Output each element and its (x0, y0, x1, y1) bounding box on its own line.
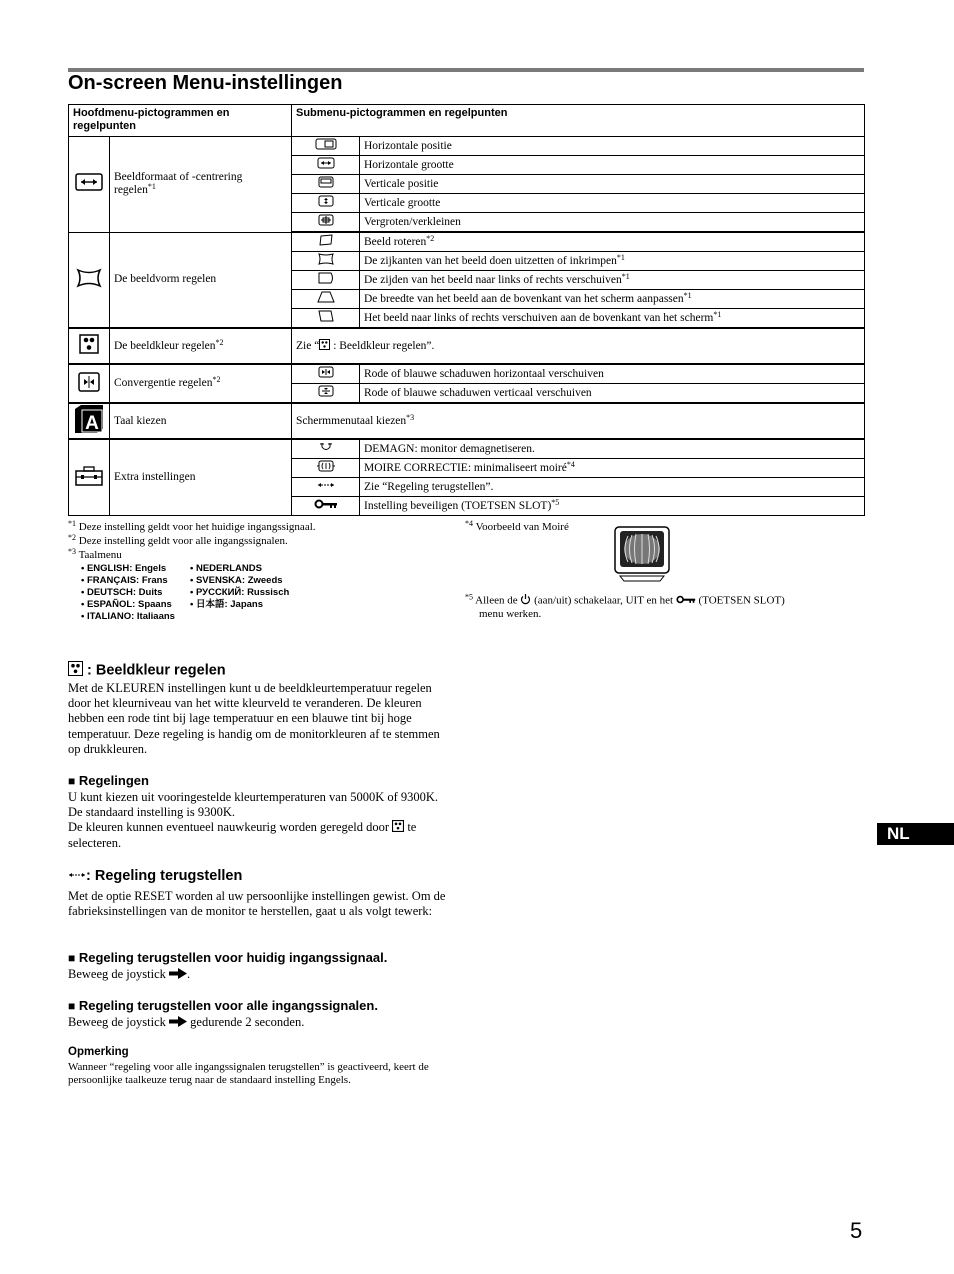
footnote-1: $^{*1}$ Deze instelling geldt voor het huidige ingangssignaal. (68, 519, 316, 533)
footnote-2: $^{*2}$ Deze instelling geldt voor alle ingangssignalen. (68, 533, 288, 547)
color-small-icon (392, 820, 404, 836)
footnote-3: $^{*3}$ Taalmenu (68, 547, 122, 561)
regelingen-body-2: De kleuren kunnen eventueel nauwkeurig worden geregeld door te selecteren. (68, 820, 417, 851)
section-heading-color: : Beeldkleur regelen (68, 661, 226, 680)
sub-item: De breedte van het beeld aan de bovenkant van het scherm aanpassen$^{*1}$ (360, 290, 865, 309)
sub-item: MOIRE CORRECTIE: minimaliseert moiré$^{*4}$ (360, 459, 865, 478)
regelingen-body-1: U kunt kiezen uit vooringestelde kleurtemperaturen van 5000K of 9300K. De standaard instelling is 9300K. (68, 790, 439, 820)
reset-icon (292, 478, 360, 497)
key-icon (676, 595, 696, 608)
reset-body: Met de optie RESET worden al uw persoonlijke instellingen gewist. Om de fabrieksinstellingen van de monitor te herstellen, gaat u als volgt tewerk: (68, 889, 446, 919)
size-center-icon (69, 137, 110, 233)
keystone-icon (292, 290, 360, 309)
horizontal-size-icon (292, 156, 360, 175)
power-icon (520, 593, 531, 609)
language-list-right (190, 563, 289, 611)
color-small-icon (319, 339, 330, 354)
language-item: • РУССКИЙ: Russisch (190, 587, 290, 598)
geometry-icon (69, 232, 110, 328)
sub-item: Horizontale positie (360, 137, 865, 156)
page-title: On-screen Menu-instellingen (68, 72, 343, 94)
key-icon (292, 497, 360, 516)
sub-item: DEMAGN: monitor demagnetiseren. (360, 439, 865, 459)
language-item: • 日本語: Japans (190, 599, 264, 610)
menu-table (68, 104, 865, 516)
language-sub: Schermmenutaal kiezen$^{*3}$ (292, 403, 865, 439)
main-label-size-center: Beeldformaat of -centrering regelen$^{*1}$ (110, 137, 292, 233)
language-list-left (81, 563, 175, 623)
rotation-icon (292, 232, 360, 252)
sub-item: Horizontale grootte (360, 156, 865, 175)
moire-example-monitor (614, 526, 670, 587)
moire-icon (292, 459, 360, 478)
sub-heading-reset-current: ■ Regeling terugstellen voor huidig ingangssignaal. (68, 950, 388, 965)
convergence-icon (69, 364, 110, 403)
language-item: • ITALIANO: Italiaans (81, 611, 175, 622)
sub-item: De zijkanten van het beeld doen uitzetten of inkrimpen$^{*1}$ (360, 252, 865, 271)
sub-item: De zijden van het beeld naar links of rechts verschuiven$^{*1}$ (360, 271, 865, 290)
pin-balance-icon (292, 271, 360, 290)
language-item: • ESPAÑOL: Spaans (81, 599, 172, 610)
vertical-position-icon (292, 175, 360, 194)
main-label-geometry: De beeldvorm regelen (110, 232, 292, 328)
sub-item: Het beeld naar links of rechts verschuiven aan de bovenkant van het scherm$^{*1}$ (360, 309, 865, 329)
sub-item: Verticale positie (360, 175, 865, 194)
language-icon (69, 403, 110, 439)
color-see-ref: Zie “ : Beeldkleur regelen”. (292, 328, 865, 364)
footnote-4: $^{*4}$ Voorbeeld van Moiré (465, 519, 569, 533)
header-sub: Submenu-pictogrammen en regelpunten (292, 105, 865, 137)
horizontal-position-icon (292, 137, 360, 156)
color-icon (68, 661, 83, 680)
sub-heading-regelingen: ■ Regelingen (68, 773, 149, 788)
note-title: Opmerking (68, 1046, 129, 1058)
language-item: • ENGLISH: Engels (81, 563, 167, 574)
language-icon-letter: A (85, 413, 99, 434)
degauss-icon (292, 439, 360, 459)
sub-heading-reset-all: ■ Regeling terugstellen voor alle ingangssignalen. (68, 998, 378, 1013)
sub-item: Rode of blauwe schaduwen horizontaal verschuiven (360, 364, 865, 384)
key-balance-icon (292, 309, 360, 329)
color-icon (69, 328, 110, 364)
sub-item: Rode of blauwe schaduwen verticaal verschuiven (360, 384, 865, 404)
page-number: 5 (850, 1218, 863, 1243)
reset-current-body: Beweeg de joystick . (68, 967, 191, 981)
reset-all-body: Beweeg de joystick gedurende 2 seconden. (68, 1015, 305, 1029)
note-body: Wanneer “regeling voor alle ingangssignalen terugstellen” is geactiveerd, keert de persoonlijke taalkeuze terug naar de standaard instelling Engels. (68, 1061, 429, 1086)
sub-item: Zie “Regeling terugstellen”. (360, 478, 865, 497)
vertical-size-icon (292, 194, 360, 213)
arrow-right-icon (169, 1016, 187, 1031)
footnote-5: $^{*5}$ Alleen de (aan/uit) schakelaar, UIT en het (TOETSEN SLOT) (465, 593, 785, 609)
reset-icon (68, 868, 86, 884)
language-item: • SVENSKA: Zweeds (190, 575, 283, 586)
language-item: • FRANÇAIS: Frans (81, 575, 168, 586)
arrow-right-icon (169, 968, 187, 983)
sub-item: Instelling beveiligen (TOETSEN SLOT)$^{*5}$ (360, 497, 865, 516)
sub-item: Verticale grootte (360, 194, 865, 213)
header-main: Hoofdmenu-pictogrammen en regelpunten (69, 105, 292, 137)
pincushion-icon (292, 252, 360, 271)
color-body: Met de KLEUREN instellingen kunt u de beeldkleurtemperatuur regelen door het kleurniveau van het witte kleurveld te veranderen. De kleuren hebben een rode tint bij lage temperatuur en een blauwe tint bij hoge temperatuur. Deze regeling is handig om de monitorkleuren af te stemmen op drukkleuren. (68, 681, 440, 756)
footnote-5-cont: menu werken. (479, 608, 542, 620)
language-tab: NL (877, 823, 954, 845)
section-heading-reset: : Regeling terugstellen (68, 868, 242, 884)
zoom-icon (292, 213, 360, 233)
main-label-convergence: Convergentie regelen$^{*2}$ (110, 364, 292, 403)
h-convergence-icon (292, 364, 360, 384)
sub-item: Beeld roteren$^{*2}$ (360, 232, 865, 252)
main-label-color: De beeldkleur regelen$^{*2}$ (110, 328, 292, 364)
toolbox-icon (69, 439, 110, 516)
language-item: • DEUTSCH: Duits (81, 587, 163, 598)
main-label-options: Extra instellingen (110, 439, 292, 516)
language-item: • NEDERLANDS (190, 563, 262, 574)
main-label-language: Taal kiezen (110, 403, 292, 439)
sub-item: Vergroten/verkleinen (360, 213, 865, 233)
v-convergence-icon (292, 384, 360, 404)
